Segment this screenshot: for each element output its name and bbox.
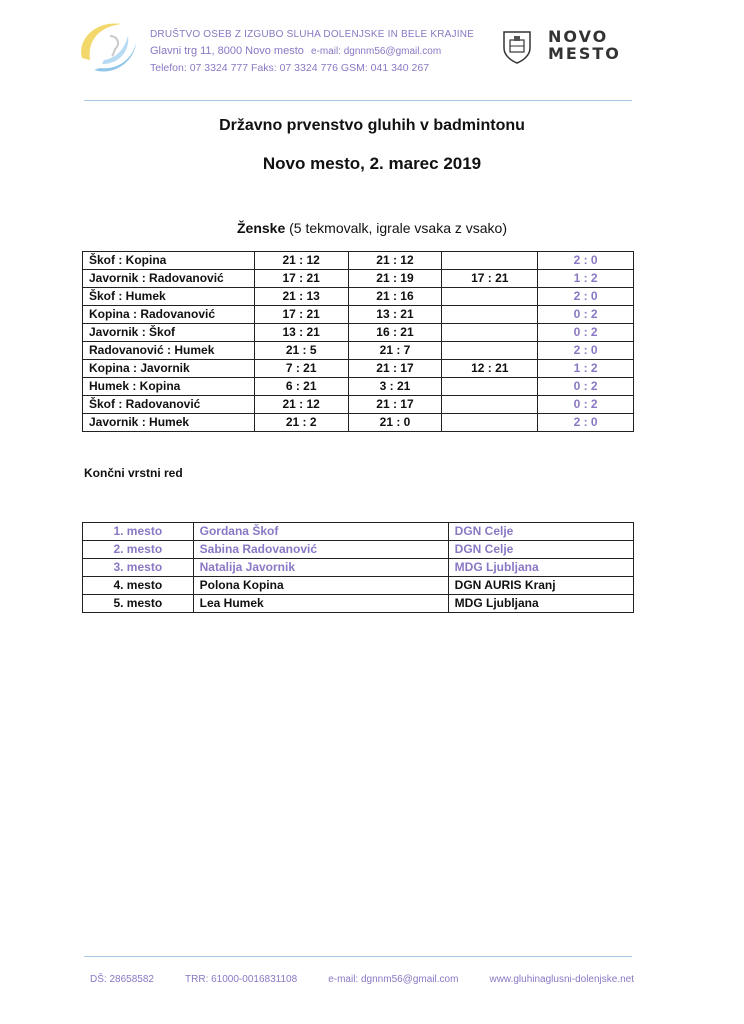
set-1: 7 : 21: [254, 360, 348, 378]
match-row: [83, 360, 634, 378]
header-divider: [84, 100, 632, 101]
set-3: [442, 252, 538, 270]
set-2: 16 : 21: [348, 324, 442, 342]
matches-table: [82, 251, 634, 432]
set-1: 21 : 12: [254, 252, 348, 270]
set-3: [442, 378, 538, 396]
section-heading: [0, 220, 744, 236]
match-pair: Javornik : Škof: [83, 324, 255, 342]
set-2: 21 : 17: [348, 396, 442, 414]
set-3: 12 : 21: [442, 360, 538, 378]
crest-icon: [502, 30, 532, 64]
footer: [90, 974, 634, 985]
ranking-name: Sabina Radovanović: [193, 541, 448, 559]
match-row: [83, 414, 634, 432]
match-pair: Kopina : Javornik: [83, 360, 255, 378]
set-3: [442, 288, 538, 306]
footer-trr: TRR: 61000-0016831108: [185, 974, 298, 985]
match-pair: Škof : Kopina: [83, 252, 255, 270]
set-2: 21 : 17: [348, 360, 442, 378]
set-2: 21 : 0: [348, 414, 442, 432]
section-heading-bold: Ženske: [237, 220, 286, 236]
ranking-name: Natalija Javornik: [193, 559, 448, 577]
match-row: [83, 306, 634, 324]
set-1: 21 : 5: [254, 342, 348, 360]
novo-mesto-logo-line2: MESTO: [548, 44, 621, 63]
set-3: [442, 396, 538, 414]
match-result: 0 : 2: [538, 324, 634, 342]
set-2: 3 : 21: [348, 378, 442, 396]
match-row: [83, 270, 634, 288]
match-result: 0 : 2: [538, 396, 634, 414]
match-result: 2 : 0: [538, 252, 634, 270]
org-email: e-mail: dgnnm56@gmail.com: [310, 46, 442, 57]
rankings-table: [82, 522, 634, 613]
ranking-row: [83, 577, 634, 595]
ranking-place: 1. mesto: [83, 523, 194, 541]
match-result: 2 : 0: [538, 414, 634, 432]
match-row: [83, 378, 634, 396]
set-2: 13 : 21: [348, 306, 442, 324]
novo-mesto-logo: [548, 28, 624, 68]
org-address: Glavni trg 11, 8000 Novo mesto: [150, 45, 304, 57]
set-3: [442, 306, 538, 324]
ranking-place: 5. mesto: [83, 595, 194, 613]
set-2: 21 : 12: [348, 252, 442, 270]
document-title: Državno prvenstvo gluhih v badmintonu: [219, 117, 525, 134]
ranking-row: [83, 595, 634, 613]
ranking-name: Gordana Škof: [193, 523, 448, 541]
ranking-club: MDG Ljubljana: [448, 595, 633, 613]
set-1: 21 : 13: [254, 288, 348, 306]
set-3: [442, 324, 538, 342]
set-2: 21 : 7: [348, 342, 442, 360]
set-3: 17 : 21: [442, 270, 538, 288]
match-pair: Škof : Humek: [83, 288, 255, 306]
match-result: 2 : 0: [538, 288, 634, 306]
match-result: 2 : 0: [538, 342, 634, 360]
ranking-place: 3. mesto: [83, 559, 194, 577]
ranking-club: DGN Celje: [448, 523, 633, 541]
set-1: 13 : 21: [254, 324, 348, 342]
ranking-name: Lea Humek: [193, 595, 448, 613]
match-row: [83, 396, 634, 414]
match-pair: Humek : Kopina: [83, 378, 255, 396]
set-2: 21 : 19: [348, 270, 442, 288]
ranking-name: Polona Kopina: [193, 577, 448, 595]
match-pair: Javornik : Radovanović: [83, 270, 255, 288]
footer-ds: DŠ: 28658582: [90, 974, 154, 985]
ranking-place: 4. mesto: [83, 577, 194, 595]
match-result: 1 : 2: [538, 270, 634, 288]
match-pair: Javornik : Humek: [83, 414, 255, 432]
document-subtitle: Novo mesto, 2. marec 2019: [262, 154, 482, 173]
org-name: DRUŠTVO OSEB Z IZGUBO SLUHA DOLENJSKE IN BELE KRAJINE: [150, 29, 475, 40]
set-3: [442, 342, 538, 360]
match-row: [83, 252, 634, 270]
ranking-place: 2. mesto: [83, 541, 194, 559]
ranking-club: DGN AURIS Kranj: [448, 577, 633, 595]
footer-divider: [84, 956, 632, 957]
novo-mesto-logo-line1: NOVO: [548, 27, 609, 46]
set-1: 21 : 2: [254, 414, 348, 432]
org-address-line: [150, 43, 474, 60]
set-1: 17 : 21: [254, 270, 348, 288]
set-1: 17 : 21: [254, 306, 348, 324]
set-3: [442, 414, 538, 432]
ranking-row: [83, 523, 634, 541]
set-1: 21 : 12: [254, 396, 348, 414]
society-logo-icon: [72, 18, 142, 78]
match-pair: Škof : Radovanović: [83, 396, 255, 414]
match-row: [83, 324, 634, 342]
organization-header: [150, 27, 474, 76]
section-heading-rest: (5 tekmovalk, igrale vsaka z vsako): [285, 220, 507, 236]
match-result: 0 : 2: [538, 306, 634, 324]
ranking-club: DGN Celje: [448, 541, 633, 559]
footer-web[interactable]: www.gluhinaglusni-dolenjske.net: [489, 974, 634, 985]
ranking-row: [83, 541, 634, 559]
ranking-row: [83, 559, 634, 577]
match-result: 1 : 2: [538, 360, 634, 378]
final-ranking-label: Končni vrstni red: [84, 466, 183, 480]
match-pair: Radovanović : Humek: [83, 342, 255, 360]
org-phones: Telefon: 07 3324 777 Faks: 07 3324 776 GSM: 041 340 267: [150, 62, 430, 74]
footer-email: e-mail: dgnnm56@gmail.com: [328, 974, 459, 985]
match-result: 0 : 2: [538, 378, 634, 396]
set-2: 21 : 16: [348, 288, 442, 306]
match-pair: Kopina : Radovanović: [83, 306, 255, 324]
set-1: 6 : 21: [254, 378, 348, 396]
match-row: [83, 342, 634, 360]
match-row: [83, 288, 634, 306]
ranking-club: MDG Ljubljana: [448, 559, 633, 577]
